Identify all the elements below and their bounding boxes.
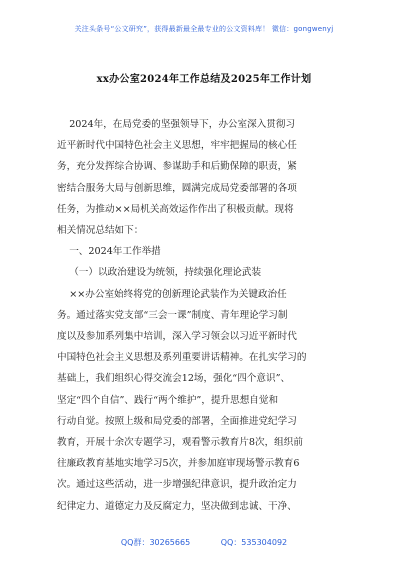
footer-qq-number: QQ：535304092 [220,538,288,547]
body-line: 教育，开展十余次专题学习，观看警示教育片8次，组织前 [57,437,303,449]
section-heading: 一、2024年工作举措 [57,246,161,258]
body-line: ××办公室始终将党的创新理论武装作为关键政治任 [57,288,287,300]
body-line: 纪律定力、道德定力及反腐定力，坚决做到忠诚、干净、 [57,500,297,512]
body-line: 行动自觉。按照上级和局党委的部署，全面推进党纪学习 [57,415,297,427]
footer-qq-group: QQ群：30265665 [120,538,191,547]
body-line: 往廉政教育基地实地学习5次，并参加庭审现场警示教育6 [57,458,300,470]
body-line: 密结合服务大局与创新思维，圆满完成局党委部署的各项 [57,182,297,194]
subsection-heading: （一）以政治建设为统领，持续强化理论武装 [57,267,262,279]
body-line: 相关情况总结如下： [57,225,144,237]
body-line: 基础上，我们组织心得交流会12场，强化“四个意识”、 [57,373,291,385]
body-line: 中国特色社会主义思想及系列重要讲话精神。在扎实学习的 [57,352,307,364]
document-body [57,114,357,517]
body-line: 度以及参加系列集中培训，深入学习领会以习近平新时代 [57,331,297,343]
body-line: 坚定“四个自信”、践行“两个维护”，提升思想自觉和 [57,394,279,406]
footer-contact [0,537,408,548]
body-line: 近平新时代中国特色社会主义思想，牢牢把握局的核心任 [57,140,297,152]
body-line: 务。通过落实党支部“三会一课”制度、青年理论学习制 [57,309,288,321]
header-promo-note: 关注头条号“公文研究”，获得最新最全最专业的公文资料库！ 微信：gongwenyj [74,25,334,33]
body-line: 次。通过这些活动，进一步增强纪律意识，提升政治定力 [57,479,297,491]
document-title: xx办公室2024年工作总结及2025年工作计划 [96,74,312,85]
body-line: 任务，为推动××局机关高效运作作出了积极贡献。现将 [57,203,294,215]
body-line: 务，充分发挥综合协调、参谋助手和后勤保障的职责，紧 [57,161,297,173]
body-line: 2024年，在局党委的坚强领导下，办公室深入贯彻习 [57,119,296,130]
